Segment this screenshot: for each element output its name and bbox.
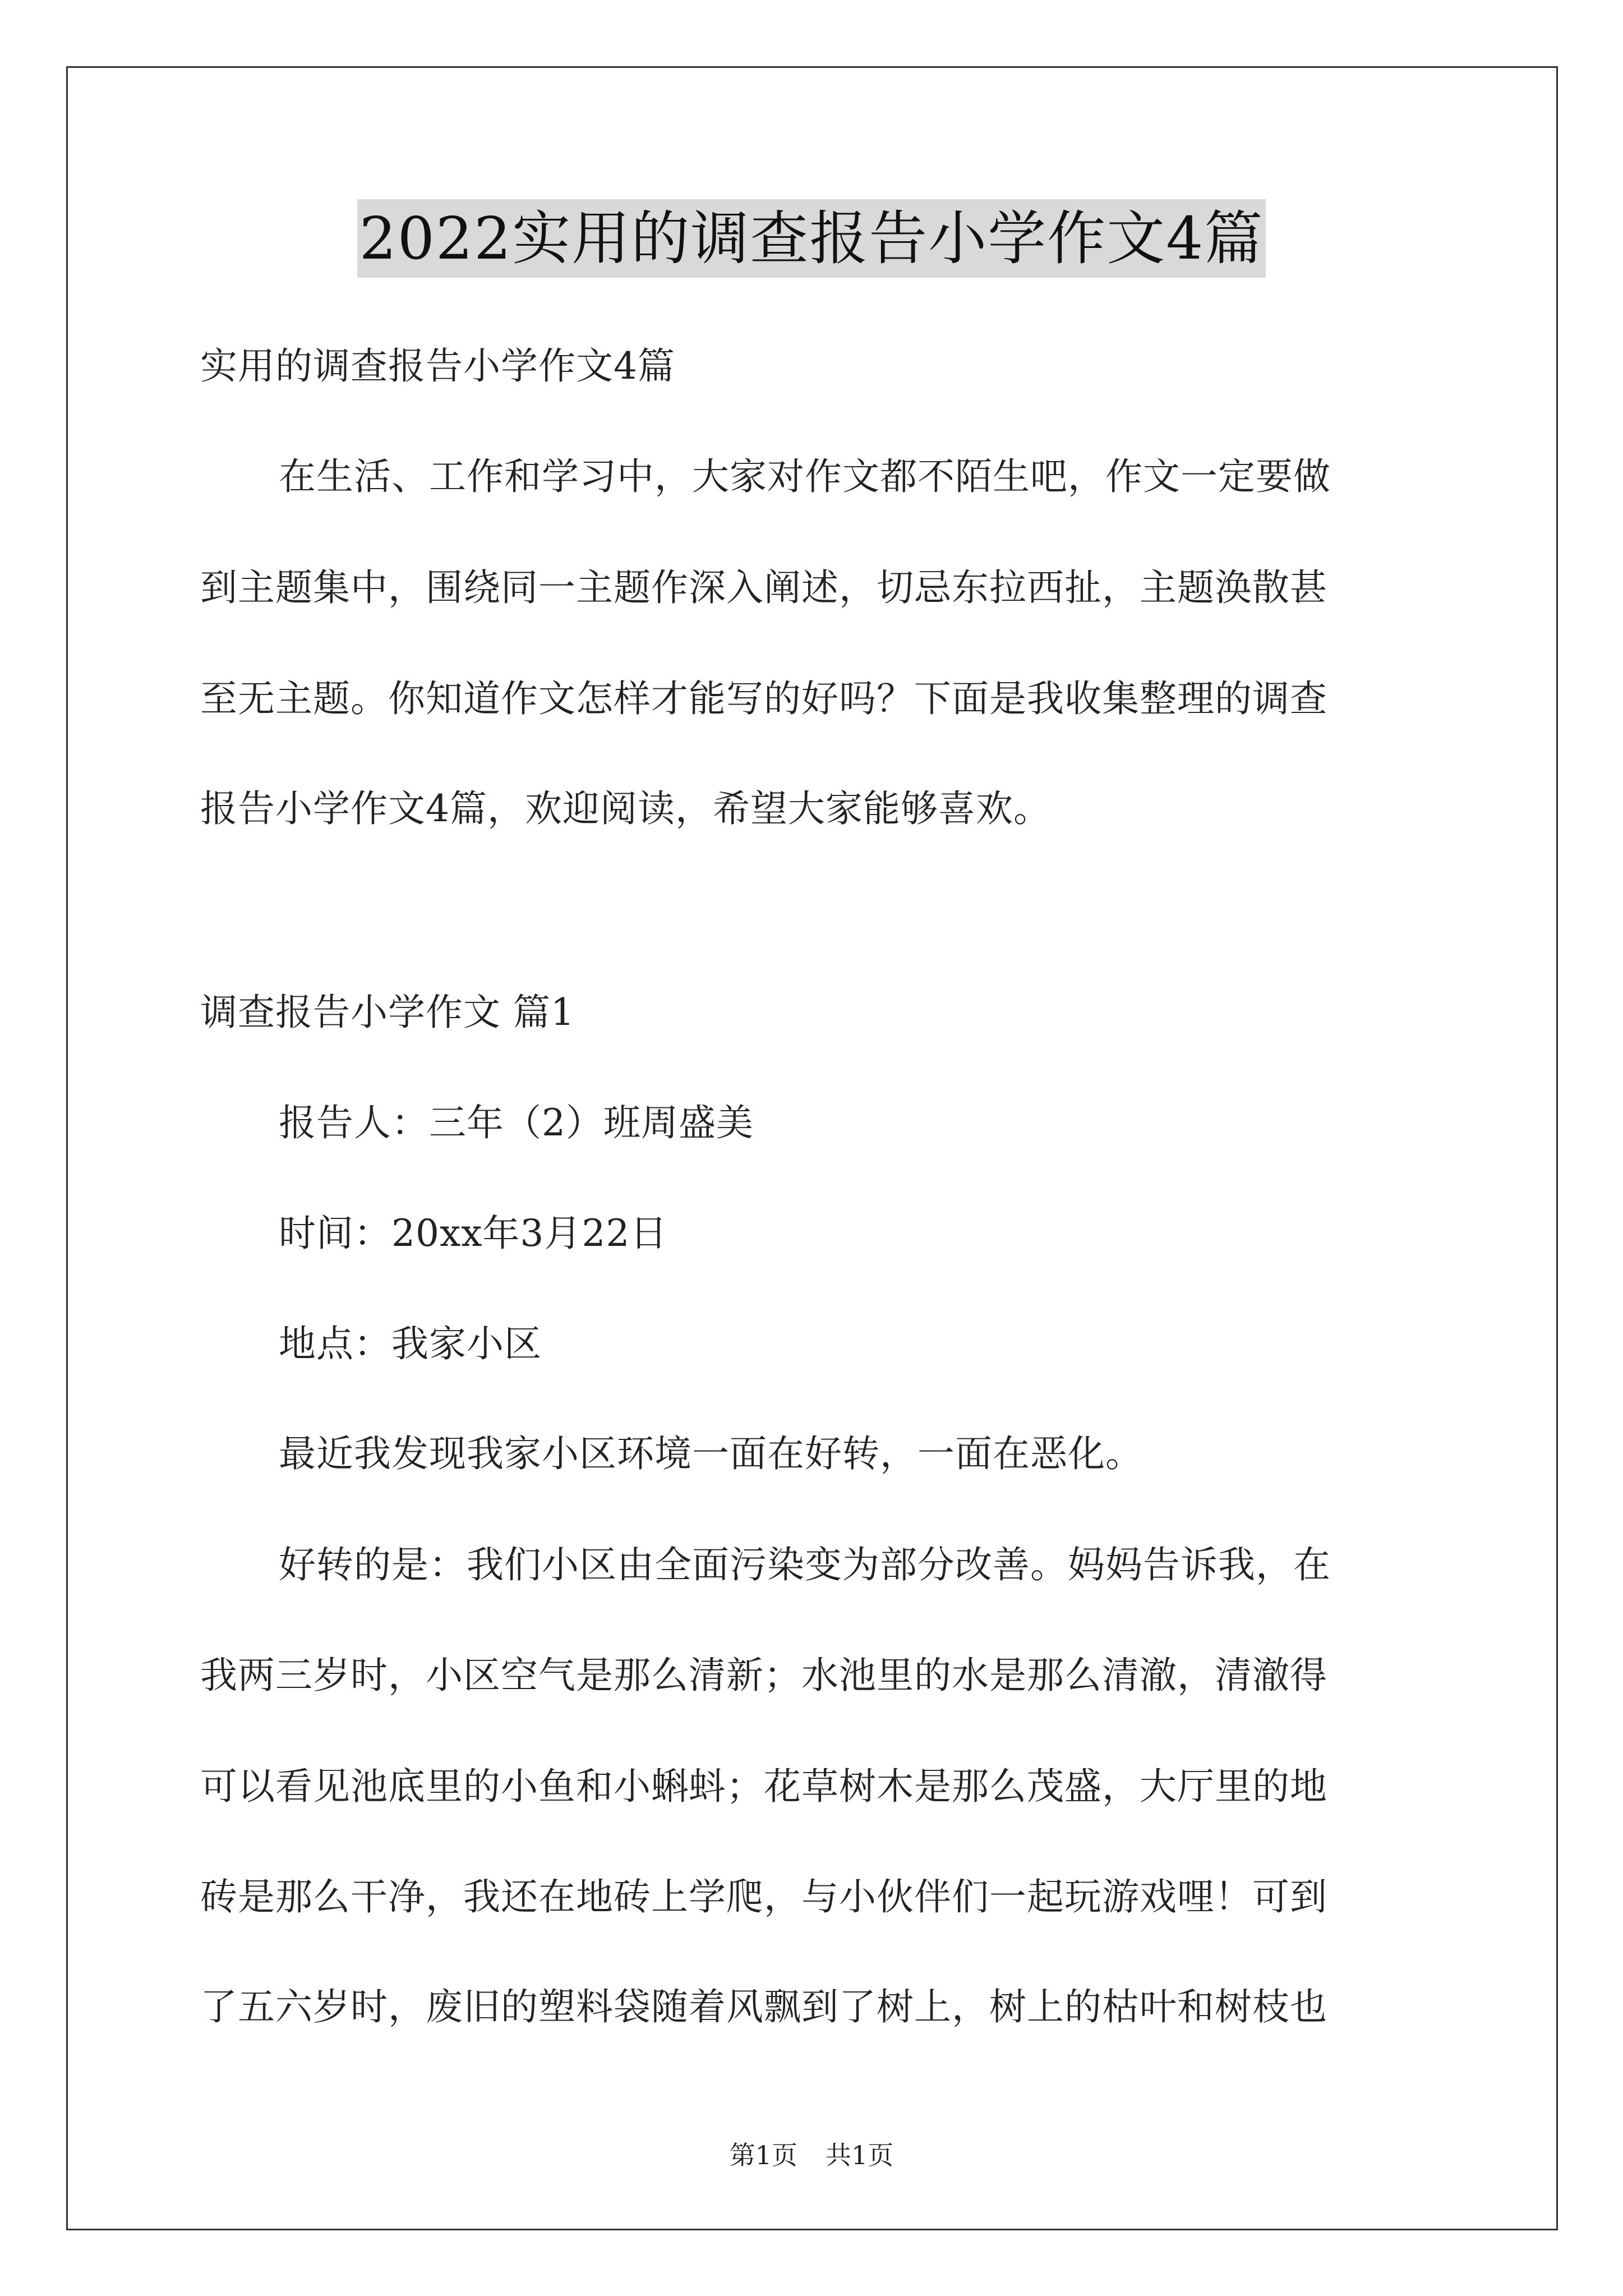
paragraph-line: 可以看见池底里的小鱼和小蝌蚪；花草树木是那么茂盛，大厅里的地 [200, 1765, 1327, 1808]
paragraph-line: 砖是那么干净，我还在地砖上学爬，与小伙伴们一起玩游戏哩！可到 [200, 1875, 1327, 1918]
document-title: 2022实用的调查报告小学作文4篇 [357, 199, 1266, 278]
page-footer [0, 2138, 1623, 2172]
section-heading: 调查报告小学作文 篇1 [200, 991, 575, 1034]
paragraph-line: 好转的是：我们小区由全面污染变为部分改善。妈妈告诉我，在 [279, 1543, 1331, 1586]
title-container [0, 199, 1623, 278]
reporter-line: 报告人：三年（2）班周盛美 [279, 1101, 754, 1144]
paragraph-line: 最近我发现我家小区环境一面在好转，一面在恶化。 [279, 1432, 1143, 1475]
subtitle-line: 实用的调查报告小学作文4篇 [200, 344, 675, 388]
paragraph-line: 报告小学作文4篇，欢迎阅读，希望大家能够喜欢。 [200, 787, 1051, 830]
page-total: 共1页 [826, 2140, 894, 2170]
paragraph-line: 我两三岁时，小区空气是那么清新；水池里的水是那么清澈，清澈得 [200, 1654, 1327, 1697]
paragraph-line: 了五六岁时，废旧的塑料袋随着风飘到了树上，树上的枯叶和树枝也 [200, 1985, 1327, 2028]
paragraph-line: 至无主题。你知道作文怎样才能写的好吗？下面是我收集整理的调查 [200, 677, 1327, 720]
paragraph-line: 在生活、工作和学习中，大家对作文都不陌生吧，作文一定要做 [279, 455, 1331, 498]
location-line: 地点：我家小区 [279, 1322, 542, 1365]
paragraph-line: 到主题集中，围绕同一主题作深入阐述，切忌东拉西扯，主题涣散甚 [200, 566, 1327, 609]
page-number: 第1页 [729, 2140, 797, 2170]
date-line: 时间：20xx年3月22日 [279, 1212, 668, 1255]
